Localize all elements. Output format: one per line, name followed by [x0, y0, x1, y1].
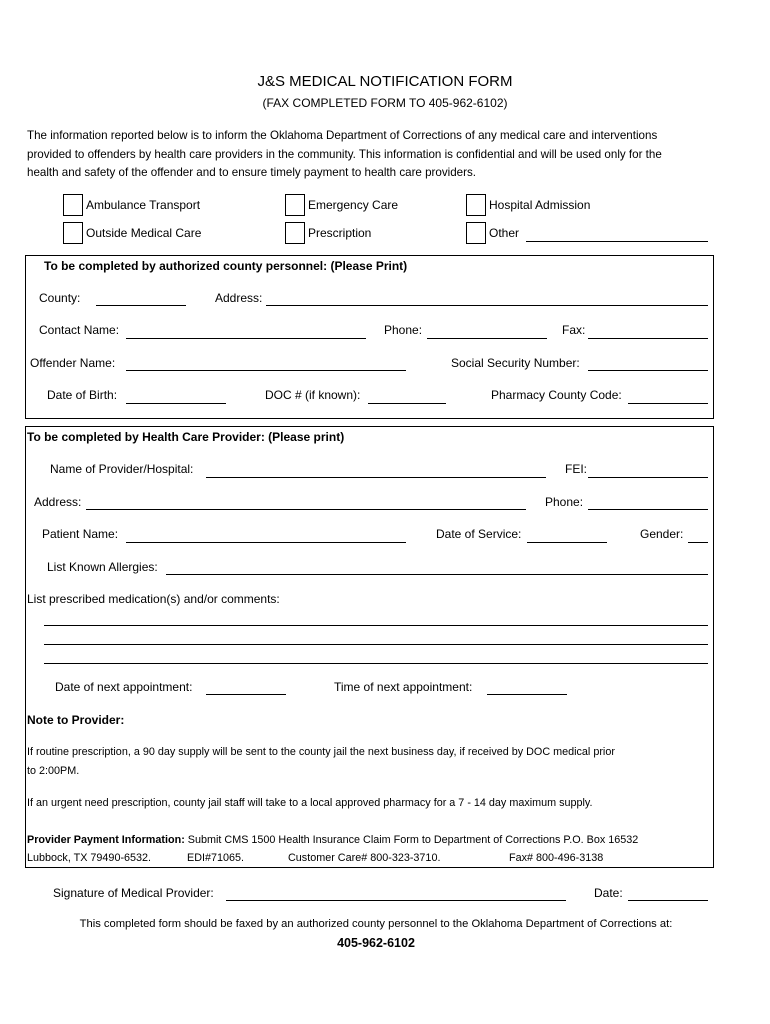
- county-address-field[interactable]: [266, 305, 708, 306]
- fax-field[interactable]: [588, 338, 708, 339]
- county-address-label: Address:: [215, 291, 263, 305]
- dob-field[interactable]: [126, 403, 226, 404]
- pharmacy-code-label: Pharmacy County Code:: [491, 388, 622, 402]
- signature-date-label: Date:: [594, 886, 623, 900]
- gender-label: Gender:: [640, 527, 684, 541]
- footer-phone: 405-962-6102: [337, 936, 415, 950]
- payment-info-label: Provider Payment Information:: [27, 834, 185, 846]
- county-field[interactable]: [96, 305, 186, 306]
- hospital-admission-label: Hospital Admission: [489, 198, 591, 212]
- date-of-service-field[interactable]: [527, 542, 607, 543]
- payment-fax: Fax# 800-496-3138: [509, 852, 604, 864]
- county-section-heading: To be completed by authorized county personnel: (Please Print): [44, 259, 408, 273]
- doc-number-field[interactable]: [368, 403, 446, 404]
- doc-number-label: DOC # (if known):: [265, 388, 361, 402]
- ssn-label: Social Security Number:: [451, 356, 580, 370]
- provider-name-field[interactable]: [206, 477, 546, 478]
- outside-medical-care-label: Outside Medical Care: [86, 226, 202, 240]
- offender-name-label: Offender Name:: [30, 356, 116, 370]
- provider-name-label: Name of Provider/Hospital:: [50, 462, 194, 476]
- medications-line-2[interactable]: [44, 644, 708, 645]
- dob-label: Date of Birth:: [47, 388, 118, 402]
- medications-line-3[interactable]: [44, 663, 708, 664]
- signature-label: Signature of Medical Provider:: [53, 886, 214, 900]
- form-title: J&S MEDICAL NOTIFICATION FORM: [257, 73, 513, 90]
- signature-field[interactable]: [226, 900, 566, 901]
- intro-line-1: The information reported below is to inform the Oklahoma Department of Corrections of any medical care and interventions: [27, 129, 658, 142]
- hospital-admission-checkbox[interactable]: [466, 194, 486, 216]
- form-subtitle: (FAX COMPLETED FORM TO 405-962-6102): [262, 96, 508, 110]
- offender-name-field[interactable]: [126, 370, 406, 371]
- patient-name-field[interactable]: [126, 542, 406, 543]
- allergies-label: List Known Allergies:: [47, 560, 158, 574]
- emergency-care-checkbox[interactable]: [285, 194, 305, 216]
- allergies-field[interactable]: [166, 574, 708, 575]
- next-appointment-time-field[interactable]: [487, 694, 567, 695]
- provider-phone-label: Phone:: [545, 495, 584, 509]
- note-routine-line-2: to 2:00PM.: [27, 765, 80, 777]
- note-routine-line-1: If routine prescription, a 90 day supply will be sent to the county jail the next business day, if received by DOC medical prior: [27, 746, 615, 758]
- county-label: County:: [39, 291, 81, 305]
- fei-field[interactable]: [588, 477, 708, 478]
- prescription-checkbox[interactable]: [285, 222, 305, 244]
- contact-name-label: Contact Name:: [39, 323, 120, 337]
- county-phone-field[interactable]: [427, 338, 547, 339]
- payment-city: Lubbock, TX 79490-6532.: [27, 852, 152, 864]
- other-checkbox[interactable]: [466, 222, 486, 244]
- provider-address-label: Address:: [34, 495, 82, 509]
- patient-name-label: Patient Name:: [42, 527, 119, 541]
- note-urgent: If an urgent need prescription, county jail staff will take to a local approved pharmacy for a 7 - 14 day maximum supply.: [27, 797, 593, 809]
- date-of-service-label: Date of Service:: [436, 527, 522, 541]
- other-field[interactable]: [526, 241, 708, 242]
- payment-customer-care: Customer Care# 800-323-3710.: [288, 852, 441, 864]
- payment-info-line-1: [27, 834, 638, 847]
- medications-label: List prescribed medication(s) and/or comments:: [27, 592, 280, 606]
- payment-edi: EDI#71065.: [187, 852, 245, 864]
- intro-line-3: health and safety of the offender and to ensure timely payment to health care providers.: [27, 166, 476, 179]
- prescription-label: Prescription: [308, 226, 372, 240]
- provider-address-field[interactable]: [86, 509, 526, 510]
- next-appointment-date-field[interactable]: [206, 694, 286, 695]
- provider-phone-field[interactable]: [588, 509, 708, 510]
- fax-label: Fax:: [562, 323, 586, 337]
- pharmacy-code-field[interactable]: [628, 403, 708, 404]
- other-label: Other: [489, 226, 520, 240]
- intro-line-2: provided to offenders by health care providers in the community. This information is confidential and will be used only for the: [27, 148, 662, 161]
- next-appointment-time-label: Time of next appointment:: [334, 680, 473, 694]
- provider-section-heading: To be completed by Health Care Provider: (Please print): [27, 430, 345, 444]
- gender-field[interactable]: [688, 542, 708, 543]
- payment-info-text: Submit CMS 1500 Health Insurance Claim Form to Department of Corrections P.O. Box 16532: [184, 834, 639, 846]
- footer-text: This completed form should be faxed by an authorized county personnel to the Oklahoma Department of Corrections at:: [79, 918, 673, 930]
- county-phone-label: Phone:: [384, 323, 423, 337]
- next-appointment-date-label: Date of next appointment:: [55, 680, 193, 694]
- ambulance-transport-label: Ambulance Transport: [86, 198, 201, 212]
- ssn-field[interactable]: [588, 370, 708, 371]
- medications-line-1[interactable]: [44, 625, 708, 626]
- emergency-care-label: Emergency Care: [308, 198, 399, 212]
- fei-label: FEI:: [565, 462, 588, 476]
- contact-name-field[interactable]: [126, 338, 366, 339]
- signature-date-field[interactable]: [628, 900, 708, 901]
- ambulance-transport-checkbox[interactable]: [63, 194, 83, 216]
- note-heading: Note to Provider:: [27, 713, 125, 727]
- outside-medical-care-checkbox[interactable]: [63, 222, 83, 244]
